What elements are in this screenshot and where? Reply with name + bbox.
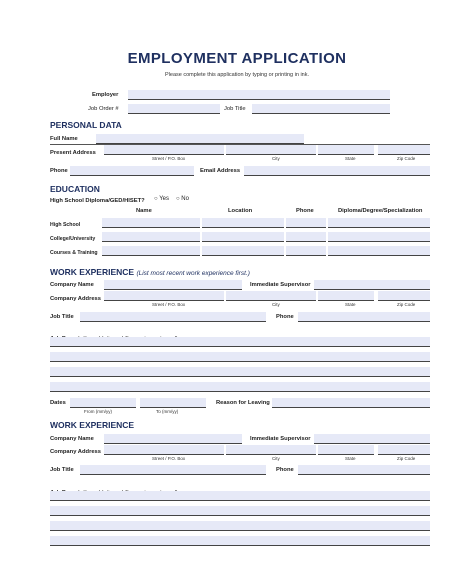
w2-desc-line-1[interactable] <box>50 491 430 501</box>
w2-zip-hint: Zip Code <box>397 456 416 461</box>
courses-location-field[interactable] <box>202 246 284 256</box>
w1-to-hint: To (mm/yy) <box>156 409 179 414</box>
city-field[interactable] <box>226 145 316 155</box>
w2-supervisor-label: Immediate Supervisor <box>250 436 311 442</box>
w1-state-field[interactable] <box>318 291 374 301</box>
full-name-label: Full Name <box>50 136 78 142</box>
w1-desc-line-3[interactable] <box>50 367 430 377</box>
employer-label: Employer <box>92 92 119 98</box>
w2-state-field[interactable] <box>318 445 374 455</box>
hs-phone-field[interactable] <box>286 218 326 228</box>
w1-desc-line-1[interactable] <box>50 337 430 347</box>
college-location-field[interactable] <box>202 232 284 242</box>
college-name-field[interactable] <box>102 232 200 242</box>
w2-city-field[interactable] <box>226 445 316 455</box>
work-experience-2-heading: WORK EXPERIENCE <box>50 420 135 430</box>
w1-job-title-field[interactable] <box>80 312 266 322</box>
w2-company-address-label: Company Address <box>50 449 102 455</box>
state-field[interactable] <box>318 145 374 155</box>
page-title: EMPLOYMENT APPLICATION <box>127 50 347 67</box>
w2-zip-field[interactable] <box>378 445 430 455</box>
edu-col-name: Name <box>136 208 152 214</box>
w2-state-hint: State <box>345 456 356 461</box>
w1-zip-field[interactable] <box>378 291 430 301</box>
w2-desc-line-2[interactable] <box>50 506 430 516</box>
college-phone-field[interactable] <box>286 232 326 242</box>
w1-date-from-field[interactable] <box>70 398 136 408</box>
w1-reason-field[interactable] <box>272 398 430 408</box>
page-subtitle: Please complete this application by typing or printing in ink. <box>165 72 309 78</box>
w2-desc-line-3[interactable] <box>50 521 430 531</box>
w1-city-hint: City <box>272 302 280 307</box>
hs-location-field[interactable] <box>202 218 284 228</box>
w1-desc-line-2[interactable] <box>50 352 430 362</box>
job-order-field[interactable] <box>128 104 220 114</box>
w1-phone-field[interactable] <box>298 312 430 322</box>
diploma-yes-label: Yes <box>159 196 169 202</box>
w1-from-hint: From (mm/yy) <box>84 409 112 414</box>
edu-col-location: Location <box>228 208 253 214</box>
w1-job-title-label: Job Title <box>50 314 74 320</box>
w2-job-title-label: Job Title <box>50 467 74 473</box>
w2-phone-label: Phone <box>276 467 294 473</box>
w2-supervisor-field[interactable] <box>314 434 430 444</box>
edu-row-college: College/University <box>50 236 96 242</box>
phone-label: Phone <box>50 168 68 174</box>
w1-state-hint: State <box>345 302 356 307</box>
w2-city-hint: City <box>272 456 280 461</box>
job-title-header-label: Job Title <box>224 106 246 112</box>
w2-company-name-field[interactable] <box>104 434 242 444</box>
w1-zip-hint: Zip Code <box>397 302 416 307</box>
courses-name-field[interactable] <box>102 246 200 256</box>
hs-name-field[interactable] <box>102 218 200 228</box>
city-hint: City <box>272 156 280 161</box>
job-title-header-field[interactable] <box>252 104 390 114</box>
personal-data-heading: PERSONAL DATA <box>50 120 122 130</box>
state-hint: State <box>345 156 356 161</box>
edu-row-courses: Courses & Training <box>50 250 98 256</box>
diploma-no-radio[interactable]: ○ No <box>176 196 189 202</box>
phone-field[interactable] <box>70 166 194 176</box>
work-experience-1-note: (List most recent work experience first.) <box>136 270 250 277</box>
email-field[interactable] <box>244 166 430 176</box>
zip-hint: Zip Code <box>397 156 416 161</box>
w1-company-name-field[interactable] <box>104 280 242 290</box>
w1-city-field[interactable] <box>226 291 316 301</box>
zip-field[interactable] <box>378 145 430 155</box>
present-address-label: Present Address <box>50 150 96 156</box>
w2-job-title-field[interactable] <box>80 465 266 475</box>
work-experience-1-title: WORK EXPERIENCE <box>50 267 135 277</box>
street-hint: Street / P.O. Box <box>152 156 186 161</box>
diploma-no-label: No <box>181 196 189 202</box>
job-order-label: Job Order # <box>88 106 119 112</box>
full-name-field[interactable] <box>96 134 304 144</box>
email-label: Email Address <box>200 168 241 174</box>
w1-supervisor-label: Immediate Supervisor <box>250 282 311 288</box>
diploma-question: High School Diploma/GED/HISET? <box>50 198 145 204</box>
diploma-yes-radio[interactable]: ○ Yes <box>154 196 169 202</box>
w2-company-name-label: Company Name <box>50 436 94 442</box>
w1-street-field[interactable] <box>104 291 224 301</box>
w2-phone-field[interactable] <box>298 465 430 475</box>
education-heading: EDUCATION <box>50 184 100 194</box>
w1-dates-label: Dates <box>50 400 66 406</box>
w1-company-name-label: Company Name <box>50 282 94 288</box>
w1-date-to-field[interactable] <box>140 398 206 408</box>
courses-phone-field[interactable] <box>286 246 326 256</box>
w2-street-field[interactable] <box>104 445 224 455</box>
w2-street-hint: Street / P.O. Box <box>152 456 186 461</box>
w1-desc-line-4[interactable] <box>50 382 430 392</box>
edu-row-high-school: High School <box>50 222 81 228</box>
w2-desc-line-4[interactable] <box>50 536 430 546</box>
hs-degree-field[interactable] <box>328 218 430 228</box>
employer-field[interactable] <box>128 90 390 100</box>
work-experience-1-heading <box>50 267 250 277</box>
w1-street-hint: Street / P.O. Box <box>152 302 186 307</box>
w1-reason-label: Reason for Leaving <box>216 400 270 406</box>
edu-col-degree: Diploma/Degree/Specialization <box>338 208 423 214</box>
street-field[interactable] <box>104 145 224 155</box>
w1-company-address-label: Company Address <box>50 296 102 302</box>
w1-phone-label: Phone <box>276 314 294 320</box>
courses-degree-field[interactable] <box>328 246 430 256</box>
college-degree-field[interactable] <box>328 232 430 242</box>
w1-supervisor-field[interactable] <box>314 280 430 290</box>
edu-col-phone: Phone <box>296 208 314 214</box>
